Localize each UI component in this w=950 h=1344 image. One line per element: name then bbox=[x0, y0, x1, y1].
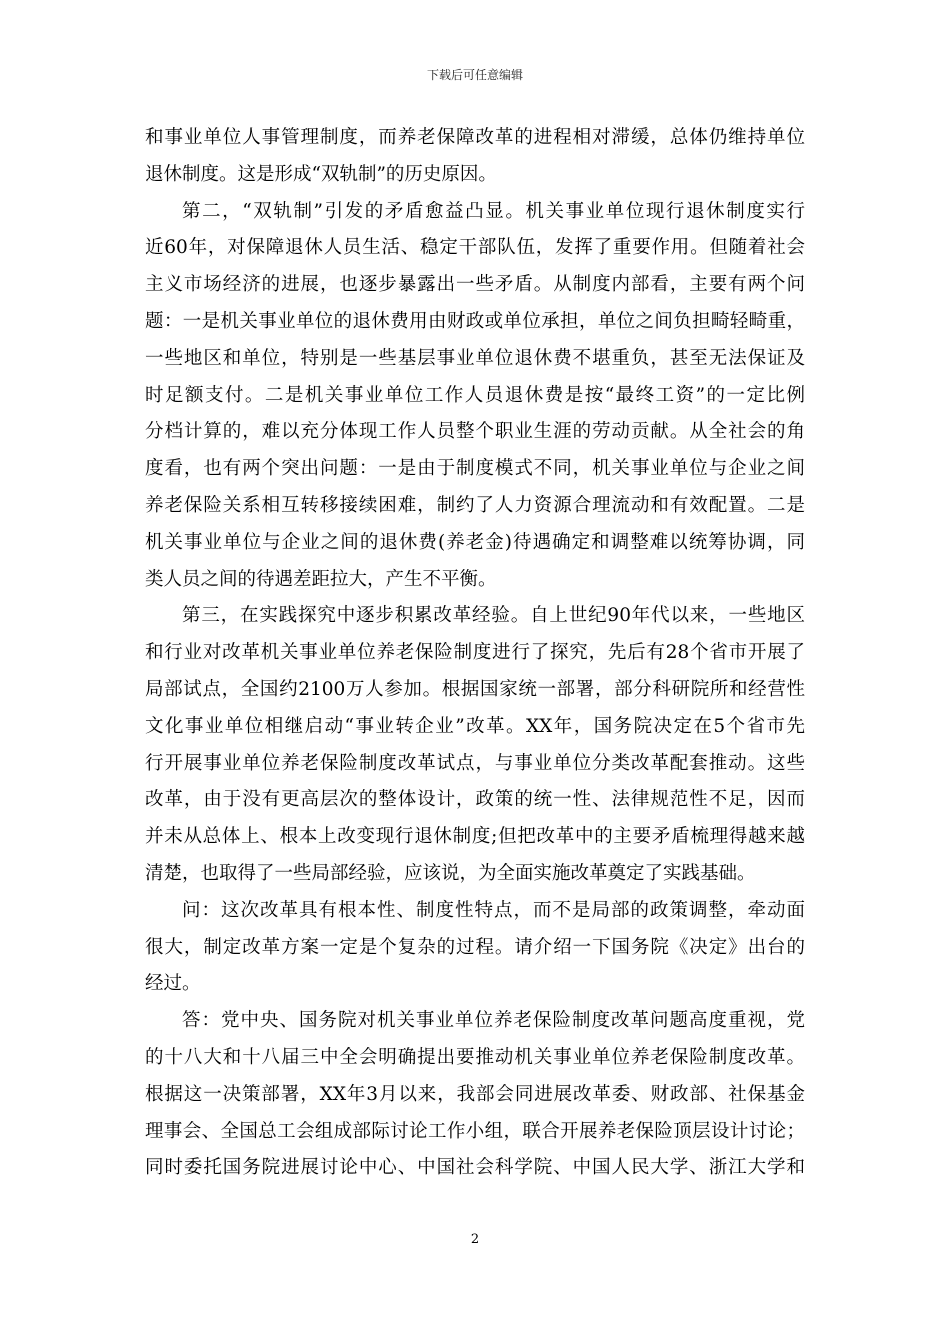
paragraph bbox=[145, 598, 805, 892]
text-line: 和行业对改革机关事业单位养老保险制度进行了探究，先后有28个省市开展了 bbox=[145, 642, 805, 664]
paragraph bbox=[145, 1003, 805, 1187]
text-line: 问：这次改革具有根本性、制度性特点，而不是局部的政策调整，牵动面 bbox=[182, 899, 805, 921]
text-line: 清楚，也取得了一些局部经验，应该说，为全面实施改革奠定了实践基础。 bbox=[145, 862, 756, 884]
text-line: 分档计算的，难以充分体现工作人员整个职业生涯的劳动贡献。从全社会的角 bbox=[145, 421, 805, 443]
text-line: 的十八大和十八届三中全会明确提出要推动机关事业单位养老保险制度改革。 bbox=[145, 1046, 805, 1068]
text-line: 养老保险关系相互转移接续困难，制约了人力资源合理流动和有效配置。二是 bbox=[145, 494, 805, 516]
text-line: 文化事业单位相继启动“事业转企业”改革。XX年，国务院决定在5个省市先 bbox=[145, 715, 805, 737]
text-line: 时足额支付。二是机关事业单位工作人员退休费是按“最终工资”的一定比例 bbox=[145, 384, 805, 406]
text-line: 类人员之间的待遇差距拉大，产生不平衡。 bbox=[145, 568, 497, 590]
page-header: 下载后可任意编辑 bbox=[426, 68, 523, 82]
paragraph bbox=[145, 120, 805, 194]
text-line: 改革，由于没有更高层次的整体设计，政策的统一性、法律规范性不足，因而 bbox=[145, 789, 805, 811]
text-line: 根据这一决策部署，XX年3月以来，我部会同进展改革委、财政部、社保基金 bbox=[145, 1083, 805, 1105]
text-line: 局部试点，全国约2100万人参加。根据国家统一部署，部分科研院所和经营性 bbox=[145, 678, 805, 700]
page-number: 2 bbox=[470, 1232, 480, 1247]
text-line: 一些地区和单位，特别是一些基层事业单位退休费不堪重负，甚至无法保证及 bbox=[145, 347, 805, 369]
paragraph bbox=[145, 893, 805, 1003]
document-body bbox=[145, 120, 805, 1187]
text-line: 退休制度。这是形成“双轨制”的历史原因。 bbox=[145, 163, 497, 185]
text-line: 并未从总体上、根本上改变现行退休制度;但把改革中的主要矛盾梳理得越来越 bbox=[145, 826, 805, 848]
text-line: 和事业单位人事管理制度，而养老保障改革的进程相对滞缓，总体仍维持单位 bbox=[145, 127, 805, 148]
text-line: 主义市场经济的进展，也逐步暴露出一些矛盾。从制度内部看，主要有两个问 bbox=[145, 274, 805, 296]
paragraph bbox=[145, 194, 805, 599]
text-line: 经过。 bbox=[145, 973, 201, 995]
text-line: 度看，也有两个突出问题：一是由于制度模式不同，机关事业单位与企业之间 bbox=[145, 458, 805, 480]
text-line: 理事会、全国总工会组成部际讨论工作小组，联合开展养老保险顶层设计讨论； bbox=[145, 1120, 805, 1142]
text-line: 题：一是机关事业单位的退休费用由财政或单位承担，单位之间负担畸轻畸重， bbox=[145, 310, 805, 332]
text-line: 近60年，对保障退休人员生活、稳定干部队伍，发挥了重要作用。但随着社会 bbox=[145, 237, 805, 259]
text-line: 答：党中央、国务院对机关事业单位养老保险制度改革问题高度重视，党 bbox=[182, 1010, 805, 1032]
text-line: 第二，“双轨制”引发的矛盾愈益凸显。机关事业单位现行退休制度实行 bbox=[182, 200, 805, 222]
text-line: 第三，在实践探究中逐步积累改革经验。自上世纪90年代以来，一些地区 bbox=[182, 605, 805, 627]
text-line: 很大，制定改革方案一定是个复杂的过程。请介绍一下国务院《决定》出台的 bbox=[145, 936, 805, 958]
text-line: 机关事业单位与企业之间的退休费(养老金)待遇确定和调整难以统筹协调，同 bbox=[145, 531, 805, 553]
text-line: 同时委托国务院进展讨论中心、中国社会科学院、中国人民大学、浙江大学和 bbox=[145, 1157, 805, 1179]
text-line: 行开展事业单位养老保险制度改革试点，与事业单位分类改革配套推动。这些 bbox=[145, 752, 805, 774]
